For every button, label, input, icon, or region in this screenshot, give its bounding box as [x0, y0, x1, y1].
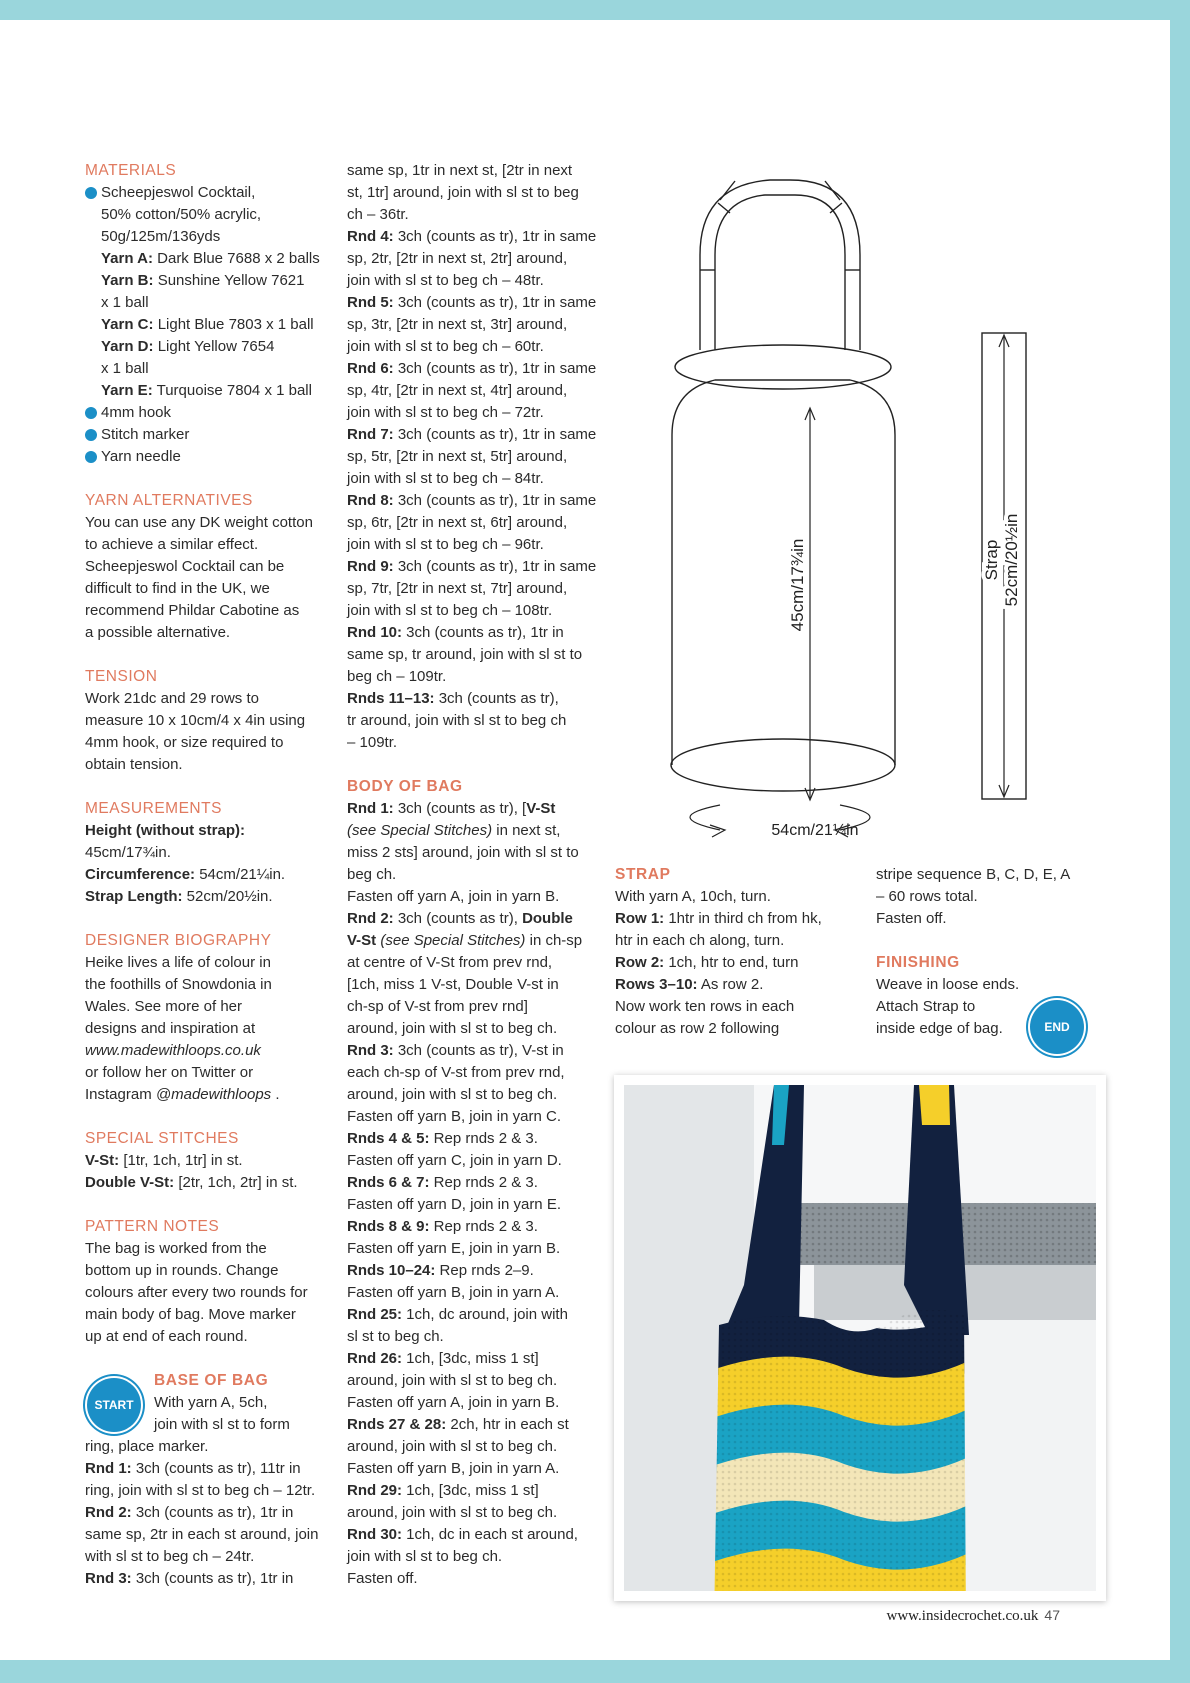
- body-text: Weave in loose ends.: [876, 976, 1020, 993]
- base-rnd-item-3: Rnd 7: 3ch (counts as tr), 1tr in same: [347, 426, 597, 443]
- body-of-bag-heading: BODY OF BAG: [347, 778, 463, 795]
- body-text: join with sl st to form: [154, 1416, 290, 1433]
- yarn-alternatives-heading: YARN ALTERNATIVES: [85, 492, 253, 509]
- body-text: join with sl st to beg ch – 60tr.: [347, 338, 544, 355]
- body-text: miss 2 sts] around, join with sl st to: [347, 844, 579, 861]
- strap-dimension-name: Strap: [982, 539, 1001, 581]
- materials-line: 50g/125m/136yds: [101, 228, 221, 245]
- bag-photo: [624, 1085, 1096, 1591]
- page-footer: [887, 1607, 1060, 1625]
- measurements-heading: MEASUREMENTS: [85, 800, 222, 817]
- body-text: Fasten off yarn C, join in yarn D.: [347, 1152, 562, 1169]
- materials-item: Yarn needle: [85, 446, 325, 468]
- body-text: same sp, 1tr in next st, [2tr in next: [347, 162, 573, 179]
- body-rnd-item-0: Rnds 4 & 5: Rep rnds 2 & 3.: [347, 1130, 538, 1147]
- body-text: Fasten off.: [876, 910, 947, 927]
- bag-photo-frame: [614, 1075, 1106, 1601]
- body-text: Fasten off yarn A, join in yarn B.: [347, 1394, 560, 1411]
- body-text: around, join with sl st to beg ch.: [347, 1504, 558, 1521]
- body-text: join with sl st to beg ch – 48tr.: [347, 272, 544, 289]
- height-dimension-label: 45cm/17¾in: [788, 538, 807, 632]
- body-text: [1ch, miss 1 V-st, Double V-st in: [347, 976, 559, 993]
- page-number: 47: [1044, 1607, 1060, 1623]
- rounds-list: [347, 226, 597, 754]
- materials-item: 4mm hook: [85, 402, 325, 424]
- body-rnd-item-6: Rnds 27 & 28: 2ch, htr in each st: [347, 1416, 569, 1433]
- body-text: – 109tr.: [347, 734, 398, 751]
- body-text: Work 21dc and 29 rows to: [85, 690, 259, 707]
- body-text: difficult to find in the UK, we: [85, 580, 270, 597]
- body-text: Wales. See more of her: [85, 998, 243, 1015]
- materials-yarn-item: [85, 182, 325, 402]
- body-text: around, join with sl st to beg ch.: [347, 1020, 558, 1037]
- body-text: the foothills of Snowdonia in: [85, 976, 272, 993]
- body-rnd-2-cont: V-St (see Special Stitches) in ch-sp: [347, 932, 583, 949]
- height-label: Height (without strap):: [85, 822, 245, 839]
- body-text: tr around, join with sl st to beg ch: [347, 712, 567, 729]
- body-text: Scheepjeswol Cocktail can be: [85, 558, 285, 575]
- body-rnd-item-3: Rnds 10–24: Rep rnds 2–9.: [347, 1262, 534, 1279]
- strap-heading: STRAP: [615, 866, 671, 883]
- circumference-dimension-label: 54cm/21¼in: [771, 822, 859, 839]
- base-rnd-2: Rnd 2: 3ch (counts as tr), 1tr in: [85, 1504, 294, 1521]
- yarn-d-cont: x 1 ball: [101, 360, 149, 377]
- base-rnd-3: Rnd 3: 3ch (counts as tr), 1tr in: [85, 1570, 294, 1587]
- bullet-icon: [85, 429, 97, 441]
- body-text: inside edge of bag.: [876, 1020, 1003, 1037]
- instagram-handle[interactable]: @madewithloops: [155, 1086, 272, 1103]
- body-text: ch-sp of V-st from prev rnd]: [347, 998, 528, 1015]
- body-text: ring, join with sl st to beg ch – 12tr.: [85, 1482, 316, 1499]
- body-text: Fasten off yarn E, join in yarn B.: [347, 1240, 561, 1257]
- body-text: around, join with sl st to beg ch.: [347, 1438, 558, 1455]
- body-text: Fasten off.: [347, 1570, 418, 1587]
- materials-line: Scheepjeswol Cocktail,: [101, 184, 256, 201]
- body-text: same sp, 2tr in each st around, join: [85, 1526, 319, 1543]
- body-rnd-3: Rnd 3: 3ch (counts as tr), V-st in: [347, 1042, 564, 1059]
- body-rnd-1-cont: (see Special Stitches) in next st,: [347, 822, 561, 839]
- body-text: main body of bag. Move marker: [85, 1306, 296, 1323]
- body-text: The bag is worked from the: [85, 1240, 267, 1257]
- body-text: obtain tension.: [85, 756, 183, 773]
- body-text: at centre of V-St from prev rnd,: [347, 954, 553, 971]
- bag-diagram: [660, 155, 1080, 855]
- body-text: Heike lives a life of colour in: [85, 954, 271, 971]
- body-text: join with sl st to beg ch – 108tr.: [347, 602, 553, 619]
- body-text: up at end of each round.: [85, 1328, 248, 1345]
- strap-rows-3-10: Rows 3–10: As row 2.: [615, 976, 764, 993]
- dimension-lines: [690, 335, 1009, 837]
- base-rnd-item-6: Rnd 10: 3ch (counts as tr), 1tr in: [347, 624, 564, 641]
- body-rnd-item-8: Rnd 30: 1ch, dc in each st around,: [347, 1526, 578, 1543]
- base-rnd-item-4: Rnd 8: 3ch (counts as tr), 1tr in same: [347, 492, 597, 509]
- column-1: [85, 160, 325, 1590]
- magazine-page: [0, 20, 1170, 1660]
- strap-dimension-label: 52cm/20½in: [1002, 513, 1021, 607]
- body-text: around, join with sl st to beg ch.: [347, 1086, 558, 1103]
- body-text: colour as row 2 following: [615, 1020, 780, 1037]
- body-rnd-item-7: Rnd 29: 1ch, [3dc, miss 1 st]: [347, 1482, 539, 1499]
- body-text: sp, 6tr, [2tr in next st, 6tr] around,: [347, 514, 568, 531]
- yarn-a: Yarn A: Dark Blue 7688 x 2 balls: [101, 250, 320, 267]
- body-rnd-item-1: Rnds 6 & 7: Rep rnds 2 & 3.: [347, 1174, 538, 1191]
- strap-row-1: Row 1: 1htr in third ch from hk,: [615, 910, 822, 927]
- body-text: Now work ten rows in each: [615, 998, 795, 1015]
- yarn-d: Yarn D: Light Yellow 7654: [101, 338, 275, 355]
- body-rnd-1: Rnd 1: 3ch (counts as tr), [V-St: [347, 800, 556, 817]
- body-text: to achieve a similar effect.: [85, 536, 259, 553]
- body-text: a possible alternative.: [85, 624, 231, 641]
- materials-item: Stitch marker: [85, 424, 325, 446]
- base-rnd-item-7: Rnds 11–13: 3ch (counts as tr),: [347, 690, 559, 707]
- body-text: sp, 4tr, [2tr in next st, 4tr] around,: [347, 382, 568, 399]
- body-text: each ch-sp of V-st from prev rnd,: [347, 1064, 565, 1081]
- footer-url[interactable]: www.insidecrochet.co.uk: [886, 1608, 1039, 1624]
- body-rounds-list: [347, 1128, 597, 1590]
- body-text: Fasten off yarn D, join in yarn E.: [347, 1196, 561, 1213]
- body-rnd-item-2: Rnds 8 & 9: Rep rnds 2 & 3.: [347, 1218, 538, 1235]
- body-text: join with sl st to beg ch – 72tr.: [347, 404, 544, 421]
- circumference: Circumference: 54cm/21¼in.: [85, 866, 286, 883]
- bag-outline: [671, 180, 1026, 799]
- base-rnd-item-2: Rnd 6: 3ch (counts as tr), 1tr in same: [347, 360, 597, 377]
- designer-website-link[interactable]: www.madewithloops.co.uk: [85, 1042, 261, 1059]
- base-of-bag-intro: [85, 1370, 325, 1436]
- column-3: [615, 864, 865, 1040]
- base-rnd-item-0: Rnd 4: 3ch (counts as tr), 1tr in same: [347, 228, 597, 245]
- finishing-heading: FINISHING: [876, 954, 960, 971]
- body-text: join with sl st to beg ch – 84tr.: [347, 470, 544, 487]
- body-text: join with sl st to beg ch – 96tr.: [347, 536, 544, 553]
- body-text: bottom up in rounds. Change: [85, 1262, 279, 1279]
- yarn-e: Yarn E: Turquoise 7804 x 1 ball: [101, 382, 312, 399]
- pattern-notes-heading: PATTERN NOTES: [85, 1218, 220, 1235]
- instagram-line: Instagram @madewithloops .: [85, 1086, 280, 1103]
- double-vst-definition: Double V-St: [2tr, 1ch, 2tr] in st.: [85, 1174, 298, 1191]
- base-rnd-item-1: Rnd 5: 3ch (counts as tr), 1tr in same: [347, 294, 597, 311]
- body-text: Attach Strap to: [876, 998, 976, 1015]
- body-text: With yarn A, 10ch, turn.: [615, 888, 771, 905]
- body-text: beg ch.: [347, 866, 397, 883]
- base-rnd-item-5: Rnd 9: 3ch (counts as tr), 1tr in same: [347, 558, 597, 575]
- body-text: Fasten off yarn B, join in yarn A.: [347, 1284, 560, 1301]
- body-text: – 60 rows total.: [876, 888, 978, 905]
- materials-heading: MATERIALS: [85, 162, 177, 179]
- body-text: designs and inspiration at: [85, 1020, 256, 1037]
- start-badge: START: [87, 1378, 141, 1432]
- yarn-b: Yarn B: Sunshine Yellow 7621: [101, 272, 305, 289]
- end-badge: END: [1030, 1000, 1084, 1054]
- tension-heading: TENSION: [85, 668, 158, 685]
- designer-heading: DESIGNER BIOGRAPHY: [85, 932, 272, 949]
- body-text: colours after every two rounds for: [85, 1284, 308, 1301]
- bullet-icon: [85, 451, 97, 463]
- body-text: With yarn A, 5ch,: [154, 1394, 268, 1411]
- body-text: sl st to beg ch.: [347, 1328, 444, 1345]
- body-text: beg ch – 109tr.: [347, 668, 447, 685]
- yarn-c: Yarn C: Light Blue 7803 x 1 ball: [101, 316, 314, 333]
- body-text: or follow her on Twitter or: [85, 1064, 254, 1081]
- body-text: Fasten off yarn A, join in yarn B.: [347, 888, 560, 905]
- vst-definition: V-St: [1tr, 1ch, 1tr] in st.: [85, 1152, 243, 1169]
- body-text: 4mm hook, or size required to: [85, 734, 284, 751]
- body-text: with sl st to beg ch – 24tr.: [85, 1548, 255, 1565]
- body-text: around, join with sl st to beg ch.: [347, 1372, 558, 1389]
- bullet-icon: [85, 407, 97, 419]
- base-rnd-1: Rnd 1: 3ch (counts as tr), 11tr in: [85, 1460, 301, 1477]
- body-rnd-item-5: Rnd 26: 1ch, [3dc, miss 1 st]: [347, 1350, 539, 1367]
- body-text: stripe sequence B, C, D, E, A: [876, 866, 1071, 883]
- body-text: recommend Phildar Cabotine as: [85, 602, 300, 619]
- column-2: [347, 160, 597, 1590]
- body-text: Fasten off yarn B, join in yarn A.: [347, 1460, 560, 1477]
- body-text: htr in each ch along, turn.: [615, 932, 785, 949]
- strap-row-2: Row 2: 1ch, htr to end, turn: [615, 954, 799, 971]
- body-rnd-2: Rnd 2: 3ch (counts as tr), Double: [347, 910, 573, 927]
- strap-length: Strap Length: 52cm/20½in.: [85, 888, 273, 905]
- body-text: st, 1tr] around, join with sl st to beg: [347, 184, 579, 201]
- base-of-bag-heading: BASE OF BAG: [154, 1372, 269, 1389]
- body-text: You can use any DK weight cotton: [85, 514, 313, 531]
- body-text: same sp, tr around, join with sl st to: [347, 646, 583, 663]
- height-value: 45cm/17¾in.: [85, 844, 171, 861]
- body-text: measure 10 x 10cm/4 x 4in using: [85, 712, 306, 729]
- body-text: sp, 5tr, [2tr in next st, 5tr] around,: [347, 448, 568, 465]
- body-text: ch – 36tr.: [347, 206, 409, 223]
- body-text: sp, 3tr, [2tr in next st, 3tr] around,: [347, 316, 568, 333]
- body-text: join with sl st to beg ch.: [347, 1548, 503, 1565]
- materials-line: 50% cotton/50% acrylic,: [101, 206, 262, 223]
- body-text: sp, 7tr, [2tr in next st, 7tr] around,: [347, 580, 568, 597]
- special-stitches-heading: SPECIAL STITCHES: [85, 1130, 239, 1147]
- body-text: Fasten off yarn B, join in yarn C.: [347, 1108, 561, 1125]
- body-rnd-item-4: Rnd 25: 1ch, dc around, join with: [347, 1306, 568, 1323]
- body-text: sp, 2tr, [2tr in next st, 2tr] around,: [347, 250, 568, 267]
- bullet-icon: [85, 187, 97, 199]
- body-text: ring, place marker.: [85, 1438, 209, 1455]
- column-4: [876, 864, 1106, 1040]
- yarn-b-cont: x 1 ball: [101, 294, 149, 311]
